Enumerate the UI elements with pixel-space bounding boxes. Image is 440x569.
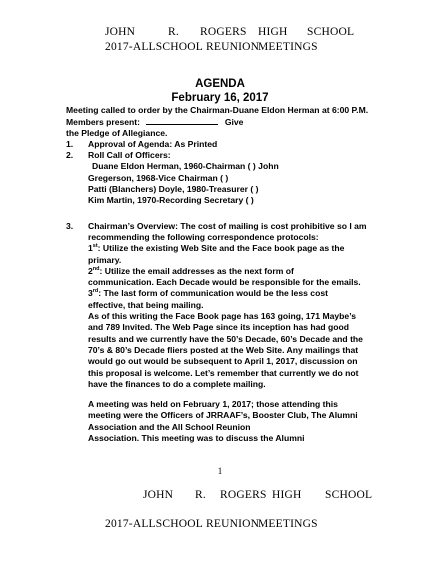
footer-word: R. — [195, 489, 206, 501]
members-blank — [146, 116, 218, 125]
header-word: MEETINGS — [258, 41, 318, 53]
header-word: ROGERS — [200, 26, 247, 38]
footer-meeting-title — [0, 518, 440, 532]
item-text: Chairman’s Overview: The cost of mailing is cost prohibitive so I am — [88, 220, 367, 231]
agenda-date: February 16, 2017 — [171, 92, 269, 104]
officer-line: Patti (Blanchers) Doyle, 1980-Treasurer ( ) — [88, 184, 259, 195]
members-present-line — [66, 116, 376, 127]
officer-line: Kim Martin, 1970-Recording Secretary ( ) — [88, 195, 254, 206]
item-number: 2. — [66, 150, 74, 161]
agenda-item-1 — [66, 139, 376, 150]
paragraph-line: Association and the All School Reunion — [88, 421, 251, 432]
paragraph-line: As of this writing the Face Book page has 163 going, 171 Maybe’s — [88, 311, 357, 322]
protocol-first: 1st: Utilize the existing Web Site and the Face book page as the — [88, 243, 345, 254]
agenda-title: AGENDA — [195, 78, 245, 90]
paragraph-line: this proposal is welcome. Let’s remember that currently we do not — [88, 367, 359, 378]
paragraph-line: and 789 Invited. The Web Page since its inception has had good — [88, 322, 350, 333]
header-meeting-title — [0, 41, 440, 55]
footer-word: JOHN — [143, 489, 174, 501]
paragraph-line: results and we currently have the 50’s Decade, 60’s Decade and the — [88, 333, 363, 344]
item-text: Roll Call of Officers: — [88, 150, 171, 161]
header-word: SCHOOL — [307, 26, 355, 38]
officer-line: Gregerson, 1968-Vice Chairman ( ) — [88, 172, 229, 183]
item-number: 3. — [66, 220, 74, 231]
header-word: R. — [168, 26, 179, 38]
footer-school-name — [0, 489, 440, 503]
header-word: REUNION — [206, 41, 260, 53]
agenda-item-2 — [66, 150, 376, 161]
header-word: JOHN — [105, 26, 136, 38]
footer-word: 2017-ALLSCHOOL — [105, 518, 203, 530]
paragraph-line: would go out would be subsequent to April 1, 2017, discussion on — [88, 356, 358, 367]
paragraph-line: A meeting was held on February 1, 2017; those attending this — [88, 399, 338, 410]
paragraph-line: 70’s & 80’s Decade fliers posted at the Web Site. Any mailings that — [88, 344, 359, 355]
item-3-continued: recommending the following correspondence protocols: — [88, 231, 319, 242]
agenda-body — [66, 105, 376, 444]
footer-word: REUNION — [206, 518, 260, 530]
protocol-third-continued: effective, that being mailing. — [88, 299, 204, 310]
give-text: Give — [224, 117, 244, 128]
header-word: 2017-ALLSCHOOL — [105, 41, 203, 53]
officer-line: Duane Eldon Herman, 1960-Chairman ( ) John — [92, 161, 279, 172]
item-number: 1. — [66, 138, 74, 149]
footer-word: SCHOOL — [325, 489, 373, 501]
paragraph-line: meeting were the Officers of JRRAAF’s, Booster Club, The Alumni — [88, 410, 358, 421]
footer-word: MEETINGS — [258, 518, 318, 530]
agenda-item-3 — [66, 221, 376, 232]
protocol-first-continued: primary. — [88, 254, 122, 265]
protocol-second: 2nd: Utilize the email addresses as the next form of — [88, 265, 294, 276]
protocol-third: 3rd: The last form of communication would be the less cost — [88, 288, 328, 299]
header-word: HIGH — [258, 26, 288, 38]
header-school-name — [0, 26, 440, 40]
page-number: 1 — [217, 466, 223, 476]
paragraph-line: Association. This meeting was to discuss the Alumni — [88, 433, 305, 444]
paragraph-line: have the finances to do a complete mailing. — [88, 378, 266, 389]
item-text: Approval of Agenda: As Printed — [88, 138, 218, 149]
members-label: Members present: — [66, 117, 141, 128]
footer-word: ROGERS — [220, 489, 267, 501]
footer-word: HIGH — [272, 489, 302, 501]
called-to-order: Meeting called to order by the Chairman-Duane Eldon Herman at 6:00 P.M. — [66, 105, 369, 115]
pledge-line: the Pledge of Allegiance. — [66, 127, 168, 138]
protocol-second-continued: communication. Each Decade would be responsible for the emails. — [88, 277, 361, 288]
